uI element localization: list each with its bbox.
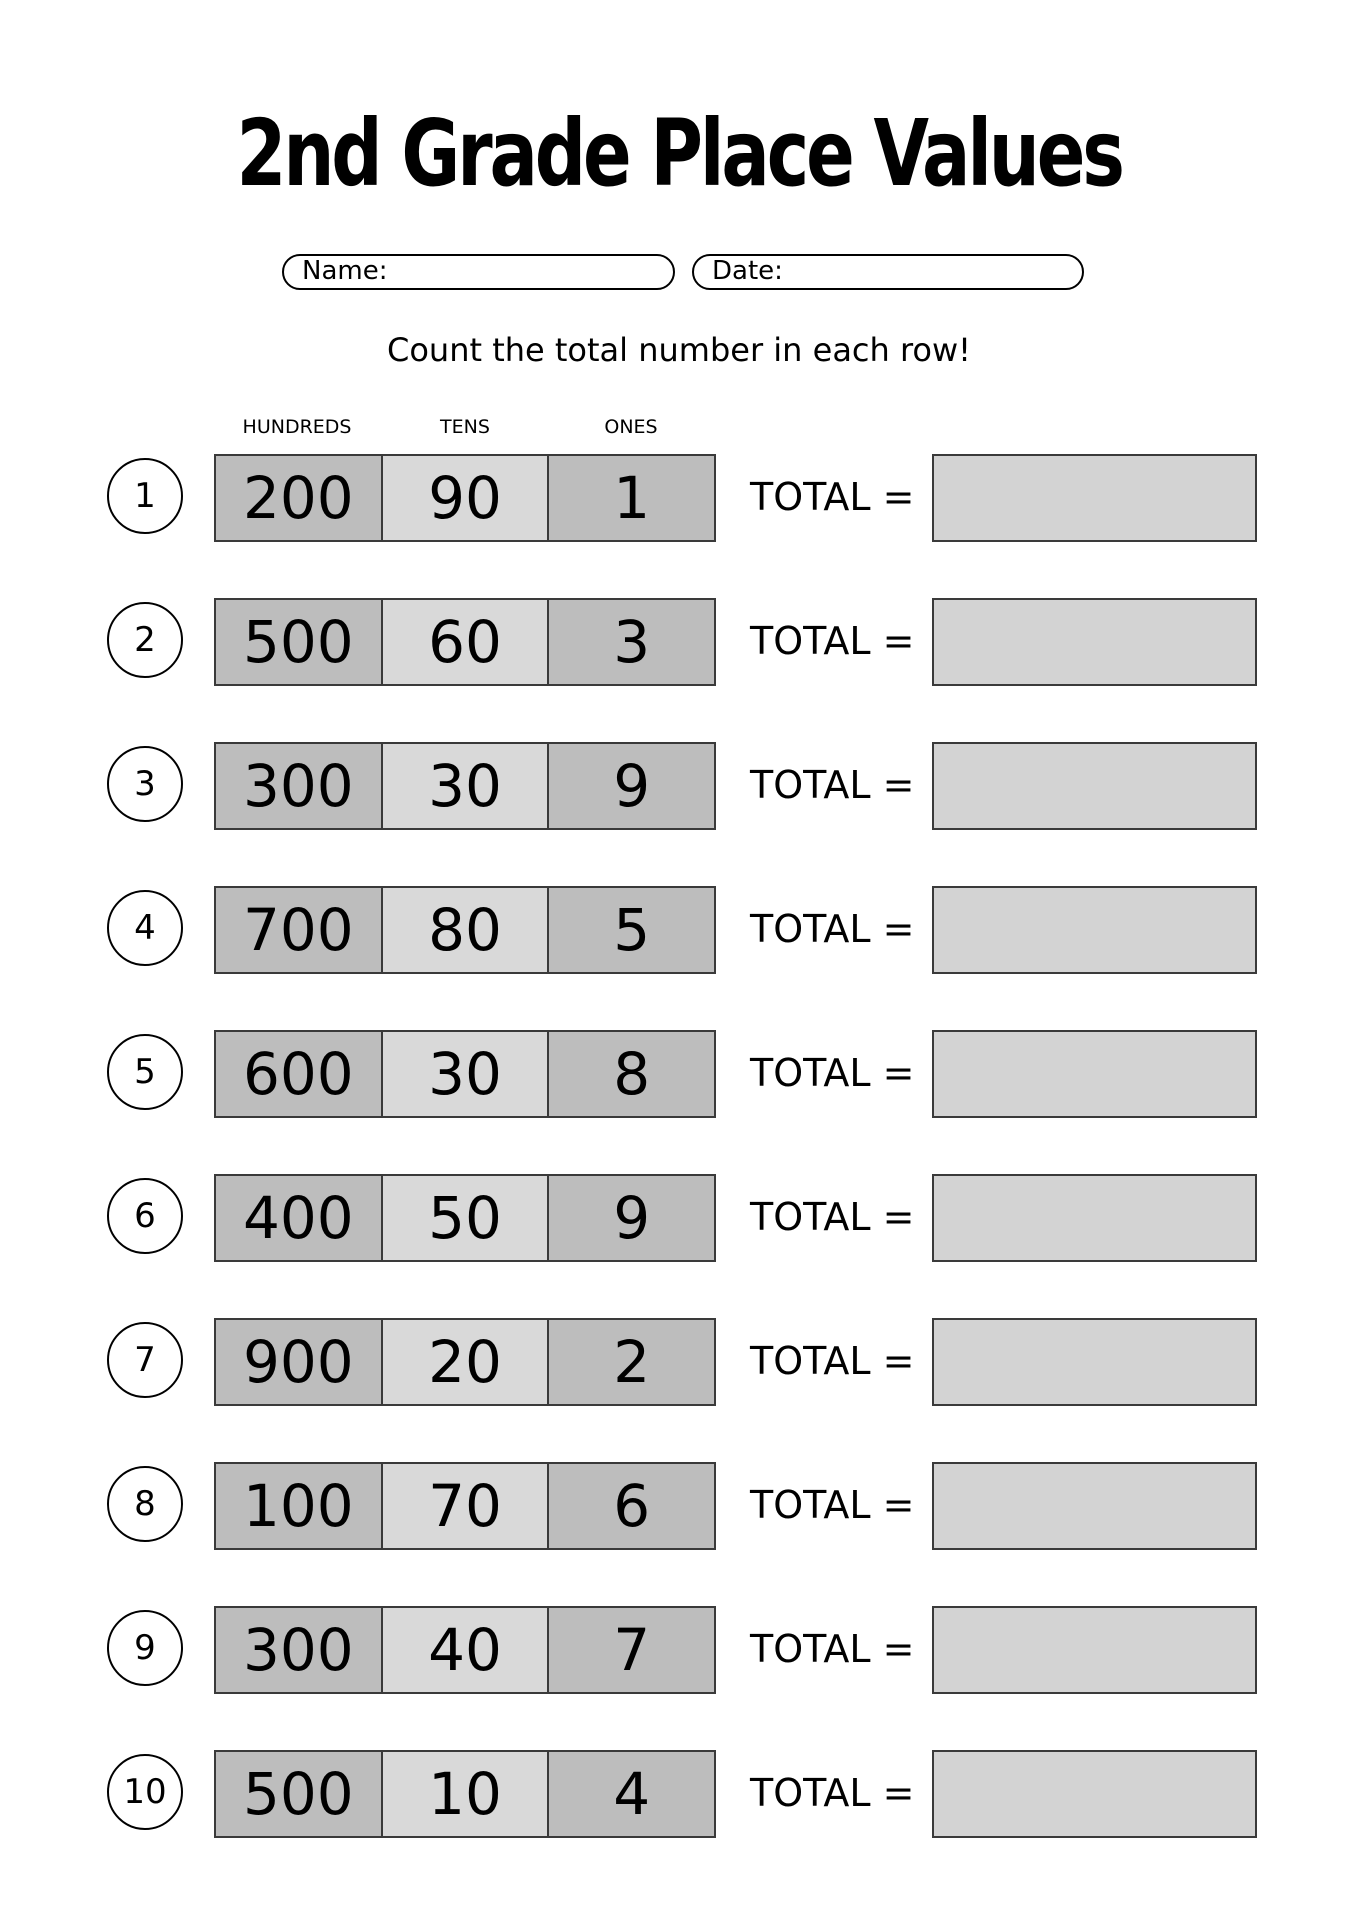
tens-cell: 90: [381, 456, 550, 540]
row-number-circle: 5: [107, 1034, 183, 1110]
date-label: Date:: [712, 256, 783, 286]
problem-row: [0, 1318, 1358, 1408]
ones-cell: 9: [549, 744, 714, 828]
total-label: TOTAL =: [750, 475, 915, 519]
row-number-circle: 2: [107, 602, 183, 678]
total-answer-box[interactable]: [932, 742, 1257, 830]
problem-row: [0, 1606, 1358, 1696]
total-label: TOTAL =: [750, 763, 915, 807]
total-label: TOTAL =: [750, 1195, 915, 1239]
total-label: TOTAL =: [750, 1627, 915, 1671]
ones-cell: 4: [549, 1752, 714, 1836]
hundreds-cell: 100: [216, 1464, 381, 1548]
total-label: TOTAL =: [750, 907, 915, 951]
column-header-ones: ONES: [604, 416, 658, 438]
problem-row: [0, 1030, 1358, 1120]
hundreds-cell: 300: [216, 1608, 381, 1692]
total-label: TOTAL =: [750, 619, 915, 663]
row-number-circle: 7: [107, 1322, 183, 1398]
total-answer-box[interactable]: [932, 1462, 1257, 1550]
ones-cell: 1: [549, 456, 714, 540]
tens-cell: 80: [381, 888, 550, 972]
total-label: TOTAL =: [750, 1771, 915, 1815]
total-answer-box[interactable]: [932, 1174, 1257, 1262]
row-number-circle: 4: [107, 890, 183, 966]
column-header-tens: TENS: [440, 416, 490, 438]
total-answer-box[interactable]: [932, 454, 1257, 542]
place-value-cells: [214, 742, 716, 830]
problem-row: [0, 1174, 1358, 1264]
ones-cell: 3: [549, 600, 714, 684]
tens-cell: 40: [381, 1608, 550, 1692]
hundreds-cell: 600: [216, 1032, 381, 1116]
total-label: TOTAL =: [750, 1339, 915, 1383]
hundreds-cell: 500: [216, 600, 381, 684]
problem-row: [0, 886, 1358, 976]
date-field[interactable]: [692, 254, 1084, 290]
row-number-circle: 10: [107, 1754, 183, 1830]
hundreds-cell: 500: [216, 1752, 381, 1836]
place-value-cells: [214, 1462, 716, 1550]
tens-cell: 30: [381, 744, 550, 828]
problem-row: [0, 1462, 1358, 1552]
ones-cell: 9: [549, 1176, 714, 1260]
place-value-cells: [214, 1030, 716, 1118]
place-value-cells: [214, 1318, 716, 1406]
page-title: 2nd Grade Place Values: [236, 100, 1122, 207]
tens-cell: 70: [381, 1464, 550, 1548]
place-value-cells: [214, 886, 716, 974]
place-value-cells: [214, 1750, 716, 1838]
row-number-circle: 1: [107, 458, 183, 534]
total-answer-box[interactable]: [932, 1606, 1257, 1694]
tens-cell: 30: [381, 1032, 550, 1116]
place-value-cells: [214, 454, 716, 542]
name-field[interactable]: [282, 254, 675, 290]
ones-cell: 7: [549, 1608, 714, 1692]
row-number-circle: 3: [107, 746, 183, 822]
hundreds-cell: 200: [216, 456, 381, 540]
hundreds-cell: 700: [216, 888, 381, 972]
instructions: Count the total number in each row!: [386, 331, 971, 369]
place-value-cells: [214, 1606, 716, 1694]
total-label: TOTAL =: [750, 1051, 915, 1095]
hundreds-cell: 900: [216, 1320, 381, 1404]
row-number-circle: 8: [107, 1466, 183, 1542]
tens-cell: 20: [381, 1320, 550, 1404]
total-answer-box[interactable]: [932, 598, 1257, 686]
problem-row: [0, 454, 1358, 544]
tens-cell: 10: [381, 1752, 550, 1836]
hundreds-cell: 400: [216, 1176, 381, 1260]
tens-cell: 60: [381, 600, 550, 684]
total-answer-box[interactable]: [932, 1750, 1257, 1838]
tens-cell: 50: [381, 1176, 550, 1260]
total-answer-box[interactable]: [932, 886, 1257, 974]
hundreds-cell: 300: [216, 744, 381, 828]
total-label: TOTAL =: [750, 1483, 915, 1527]
name-label: Name:: [302, 256, 388, 286]
ones-cell: 6: [549, 1464, 714, 1548]
row-number-circle: 6: [107, 1178, 183, 1254]
row-number-circle: 9: [107, 1610, 183, 1686]
problem-row: [0, 1750, 1358, 1840]
place-value-cells: [214, 598, 716, 686]
problem-row: [0, 742, 1358, 832]
place-value-cells: [214, 1174, 716, 1262]
problem-row: [0, 598, 1358, 688]
column-header-hundreds: HUNDREDS: [242, 416, 352, 438]
total-answer-box[interactable]: [932, 1318, 1257, 1406]
ones-cell: 5: [549, 888, 714, 972]
ones-cell: 2: [549, 1320, 714, 1404]
ones-cell: 8: [549, 1032, 714, 1116]
total-answer-box[interactable]: [932, 1030, 1257, 1118]
